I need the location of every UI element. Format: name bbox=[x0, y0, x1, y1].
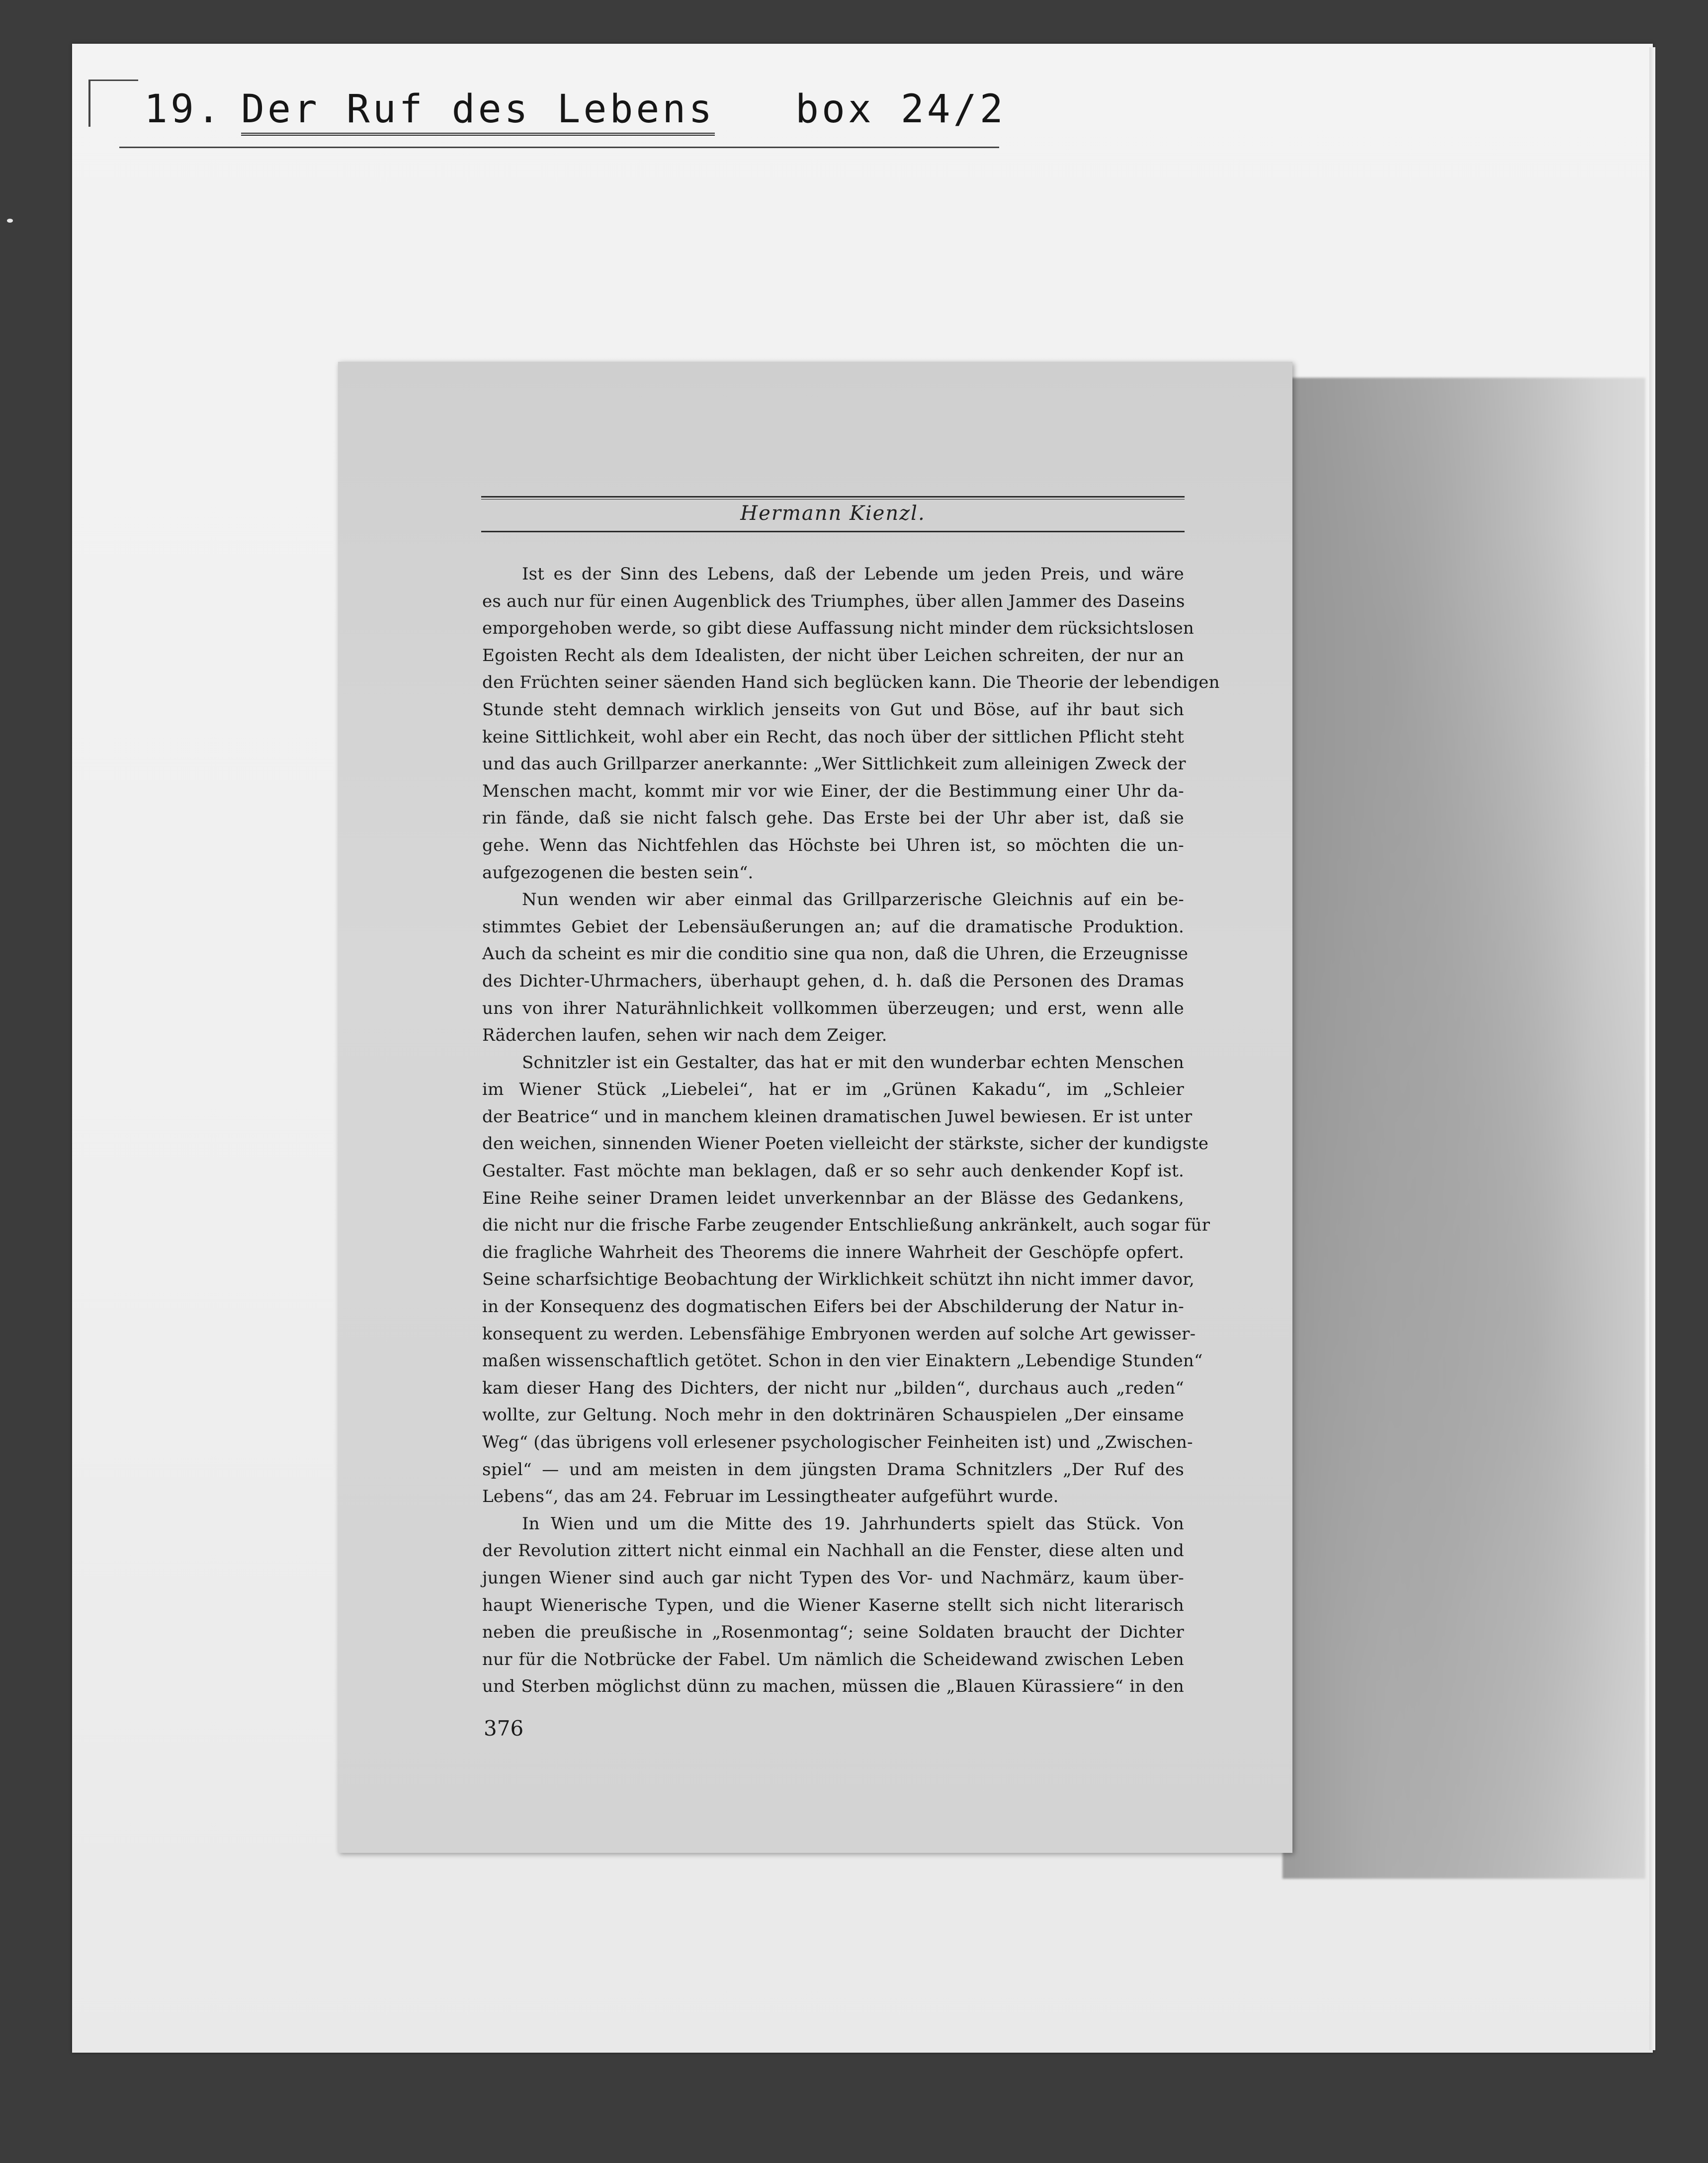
article-line: Menschen macht, kommt mir vor wie Einer, der die Bestimmung einer Uhr da- bbox=[482, 781, 1184, 801]
article-line: Stunde steht demnach wirklich jenseits von Gut und Böse, auf ihr baut sich bbox=[482, 699, 1184, 720]
article-line: Nun wenden wir aber einmal das Grillparzerische Gleichnis auf ein be- bbox=[522, 890, 1184, 910]
article-line: Gestalter. Fast möchte man beklagen, daß er so sehr auch denkender Kopf ist. bbox=[482, 1161, 1184, 1181]
article-line: wollte, zur Geltung. Noch mehr in den doktrinären Schauspielen „Der einsame bbox=[482, 1405, 1184, 1425]
article-body bbox=[482, 561, 1220, 1700]
article-line: Auch da scheint es mir die conditio sine qua non, daß die Uhren, die Erzeugnisse bbox=[482, 944, 1189, 964]
article-line: Ist es der Sinn des Lebens, daß der Lebende um jeden Preis, und wäre bbox=[522, 564, 1184, 584]
article-line: uns von ihrer Naturähnlichkeit vollkommen überzeugen; und erst, wenn alle bbox=[482, 998, 1184, 1018]
article-line: emporgehoben werde, so gibt diese Auffassung nicht minder dem rücksichtslosen bbox=[482, 618, 1195, 639]
article-line: Egoisten Recht als dem Idealisten, der nicht über Leichen schreiten, der nur an bbox=[482, 645, 1184, 666]
folder-number: 19. bbox=[144, 87, 223, 132]
article-line: der Revolution zittert nicht einmal ein Nachhall an die Fenster, diese alten und bbox=[482, 1541, 1184, 1561]
article-line: Schnitzler ist ein Gestalter, das hat er mit den wunderbar echten Menschen bbox=[522, 1052, 1184, 1073]
article-line: haupt Wienerische Typen, und die Wiener Kaserne stellt sich nicht literarisch bbox=[482, 1595, 1184, 1615]
article-line: Räderchen laufen, sehen wir nach dem Zeiger. bbox=[482, 1025, 887, 1046]
article-line: spiel“ — und am meisten in dem jüngsten Drama Schnitzlers „Der Ruf des bbox=[482, 1459, 1184, 1480]
article-line: keine Sittlichkeit, wohl aber ein Recht, das noch über der sittlichen Pflicht steht bbox=[482, 727, 1184, 747]
article-line: rin fände, daß sie nicht falsch gehe. Das Erste bei der Uhr aber ist, daß sie bbox=[482, 808, 1184, 829]
article-line: die fragliche Wahrheit des Theorems die innere Wahrheit der Geschöpfe opfert. bbox=[482, 1242, 1184, 1262]
article-line: Eine Reihe seiner Dramen leidet unverkennbar an der Blässe des Gedankens, bbox=[482, 1188, 1184, 1208]
newspaper-clipping bbox=[338, 362, 1292, 1853]
article-line: Lebens“, das am 24. Februar im Lessingtheater aufgeführt wurde. bbox=[482, 1487, 1059, 1507]
rule-under-head bbox=[481, 531, 1185, 532]
folder-title: Der Ruf des Lebens bbox=[241, 87, 715, 136]
dust-speck bbox=[7, 219, 13, 223]
article-line: Weg“ (das übrigens voll erlesener psychologischer Feinheiten ist) und „Zwischen- bbox=[482, 1432, 1193, 1452]
article-line: konsequent zu werden. Lebensfähige Embryonen werden auf solche Art gewisser- bbox=[482, 1324, 1196, 1344]
header-rule-top bbox=[88, 80, 138, 81]
article-line: stimmtes Gebiet der Lebensäußerungen an; auf die dramatische Produktion. bbox=[482, 916, 1184, 937]
article-line: aufgezogenen die besten sein“. bbox=[482, 862, 754, 883]
article-line: Seine scharfsichtige Beobachtung der Wirklichkeit schützt ihn nicht immer davor, bbox=[482, 1269, 1195, 1290]
rule-top bbox=[481, 496, 1185, 498]
box-label: box 24/2 bbox=[795, 87, 1006, 132]
article-line: den Früchten seiner säenden Hand sich beglücken kann. Die Theorie der lebendigen bbox=[482, 672, 1220, 693]
article-line: und Sterben möglichst dünn zu machen, müssen die „Blauen Kürassiere“ in den bbox=[482, 1676, 1184, 1697]
article-line: In Wien und um die Mitte des 19. Jahrhunderts spielt das Stück. Von bbox=[522, 1513, 1184, 1534]
mount-shadow bbox=[1282, 378, 1645, 1879]
article-line: gehe. Wenn das Nichtfehlen das Höchste bei Uhren ist, so möchten die un- bbox=[482, 835, 1184, 855]
article-line: es auch nur für einen Augenblick des Triumphes, über allen Jammer des Daseins bbox=[482, 591, 1185, 611]
article-line: der Beatrice“ und in manchem kleinen dramatischen Juwel bewiesen. Er ist unter bbox=[482, 1106, 1193, 1127]
folder-edge bbox=[1649, 47, 1655, 2050]
running-head: Hermann Kienzl. bbox=[740, 502, 926, 525]
article-line: den weichen, sinnenden Wiener Poeten vielleicht der stärkste, sicher der kundigste bbox=[482, 1134, 1209, 1154]
article-line: im Wiener Stück „Liebelei“, hat er im „Grünen Kakadu“, im „Schleier bbox=[482, 1080, 1184, 1100]
article-line: und das auch Grillparzer anerkannte: „Wer Sittlichkeit zum alleinigen Zweck der bbox=[482, 754, 1186, 774]
article-line: jungen Wiener sind auch gar nicht Typen des Vor- und Nachmärz, kaum über- bbox=[482, 1568, 1184, 1588]
article-line: des Dichter-Uhrmachers, überhaupt gehen, d. h. daß die Personen des Dramas bbox=[482, 971, 1184, 991]
article-line: die nicht nur die frische Farbe zeugender Entschließung ankränkelt, auch sogar für bbox=[482, 1215, 1210, 1236]
article-line: neben die preußische in „Rosenmontag“; seine Soldaten braucht der Dichter bbox=[482, 1622, 1184, 1643]
header-rule-bottom bbox=[119, 147, 999, 148]
article-line: maßen wissenschaftlich getötet. Schon in den vier Einaktern „Lebendige Stunden“ bbox=[482, 1351, 1203, 1371]
article-line: nur für die Notbrücke der Fabel. Um nämlich die Scheidewand zwischen Leben bbox=[482, 1649, 1184, 1669]
article-line: kam dieser Hang des Dichters, der nicht nur „bilden“, durchaus auch „reden“ bbox=[482, 1378, 1184, 1398]
header-left-tick bbox=[88, 80, 90, 127]
page-number: 376 bbox=[484, 1716, 524, 1741]
article-line: in der Konsequenz des dogmatischen Eifers bei der Abschilderung der Natur in- bbox=[482, 1297, 1184, 1317]
